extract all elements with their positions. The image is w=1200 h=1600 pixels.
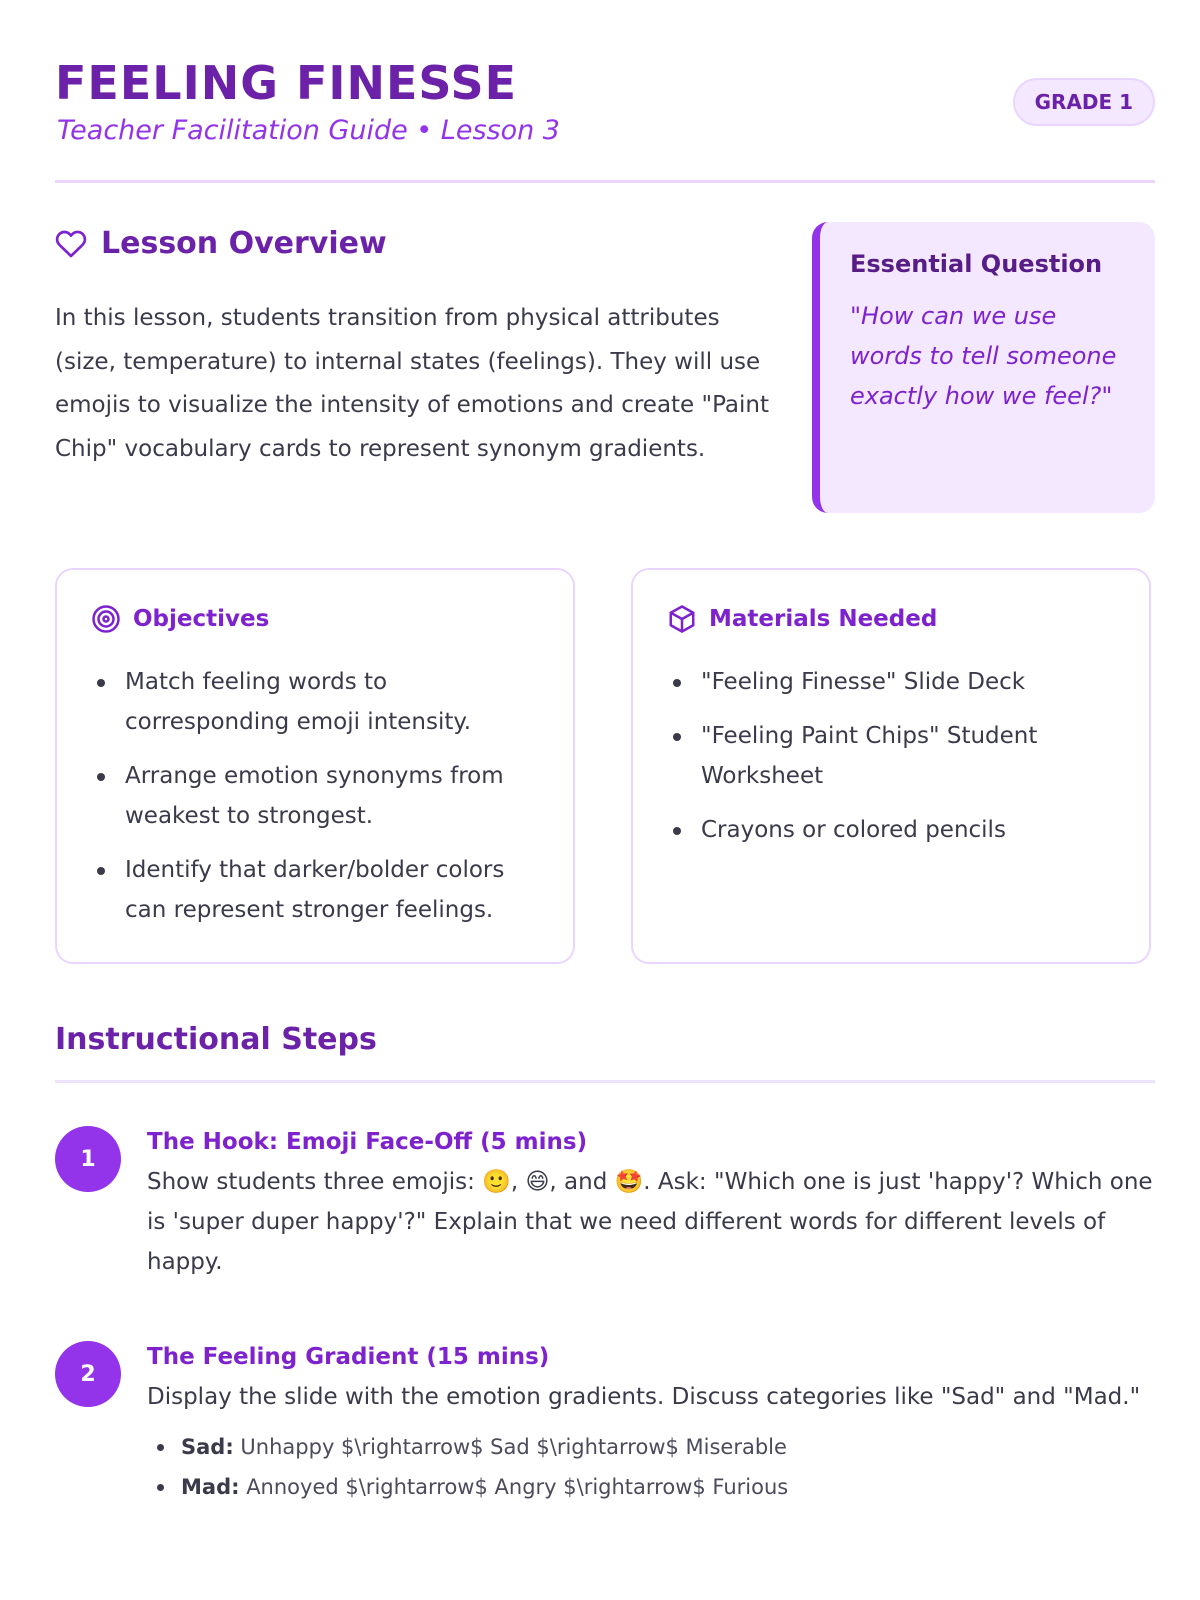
- gradient-value: Annoyed $\rightarrow$ Angry $\rightarrow$ Furious: [246, 1475, 789, 1499]
- essential-question-box: [812, 222, 1155, 513]
- list-item: Match feeling words to corresponding emoji intensity.: [91, 662, 539, 742]
- objectives-card: [55, 568, 575, 964]
- gradient-label: Sad:: [181, 1435, 234, 1459]
- materials-list: [667, 662, 1115, 850]
- box-icon: [667, 604, 697, 634]
- objectives-heading-label: Objectives: [133, 606, 270, 632]
- header-divider: [55, 180, 1155, 183]
- step-title: The Feeling Gradient (15 mins): [147, 1344, 550, 1370]
- page-header: [55, 52, 1155, 182]
- list-item: "Feeling Finesse" Slide Deck: [667, 662, 1115, 702]
- step-body: [147, 1341, 1157, 1507]
- materials-card: [631, 568, 1151, 964]
- step-title: The Hook: Emoji Face-Off (5 mins): [147, 1129, 588, 1155]
- gradient-label: Mad:: [181, 1475, 240, 1499]
- list-item: [147, 1467, 1157, 1507]
- list-item: "Feeling Paint Chips" Student Worksheet: [667, 716, 1115, 796]
- list-item: Identify that darker/bolder colors can represent stronger feelings.: [91, 850, 539, 930]
- page-subtitle: Teacher Facilitation Guide • Lesson 3: [57, 115, 560, 146]
- overview-text: In this lesson, students transition from physical attributes (size, temperature) to internal states (feelings). They will use emojis to visualize the intensity of emotions and create "Paint Chip" vocabulary cards to represent synonym gradients.: [55, 305, 770, 462]
- heart-icon: [55, 228, 87, 260]
- overview-heading: [55, 226, 387, 261]
- step-body: [147, 1126, 1157, 1282]
- steps-heading: Instructional Steps: [55, 1022, 377, 1057]
- step-text: Show students three emojis: 🙂, 😄, and 🤩. Ask: "Which one is just 'happy'? Which one is 'super duper happy'?" Explain that we need different words for different levels of happy.: [147, 1169, 1153, 1275]
- overview-heading-label: Lesson Overview: [101, 226, 387, 261]
- objectives-list: [91, 662, 539, 930]
- essential-question-heading: Essential Question: [850, 250, 1103, 278]
- list-item: Crayons or colored pencils: [667, 810, 1115, 850]
- step-number-badge: 1: [55, 1126, 121, 1192]
- gradient-list: [147, 1427, 1157, 1507]
- gradient-value: Unhappy $\rightarrow$ Sad $\rightarrow$ Miserable: [240, 1435, 787, 1459]
- list-item: [147, 1427, 1157, 1467]
- list-item: Arrange emotion synonyms from weakest to strongest.: [91, 756, 539, 836]
- steps-divider: [55, 1080, 1155, 1083]
- essential-question-quote: "How can we use words to tell someone exactly how we feel?": [850, 302, 1117, 410]
- objectives-heading: [91, 604, 539, 634]
- page-title: FEELING FINESSE: [55, 56, 518, 110]
- lesson-guide-page: [55, 0, 1155, 1600]
- materials-heading: [667, 604, 1115, 634]
- target-icon: [91, 604, 121, 634]
- materials-heading-label: Materials Needed: [709, 606, 938, 632]
- step-text: Display the slide with the emotion gradients. Discuss categories like "Sad" and "Mad.": [147, 1384, 1141, 1410]
- step-number-badge: 2: [55, 1341, 121, 1407]
- grade-badge: GRADE 1: [1013, 78, 1155, 126]
